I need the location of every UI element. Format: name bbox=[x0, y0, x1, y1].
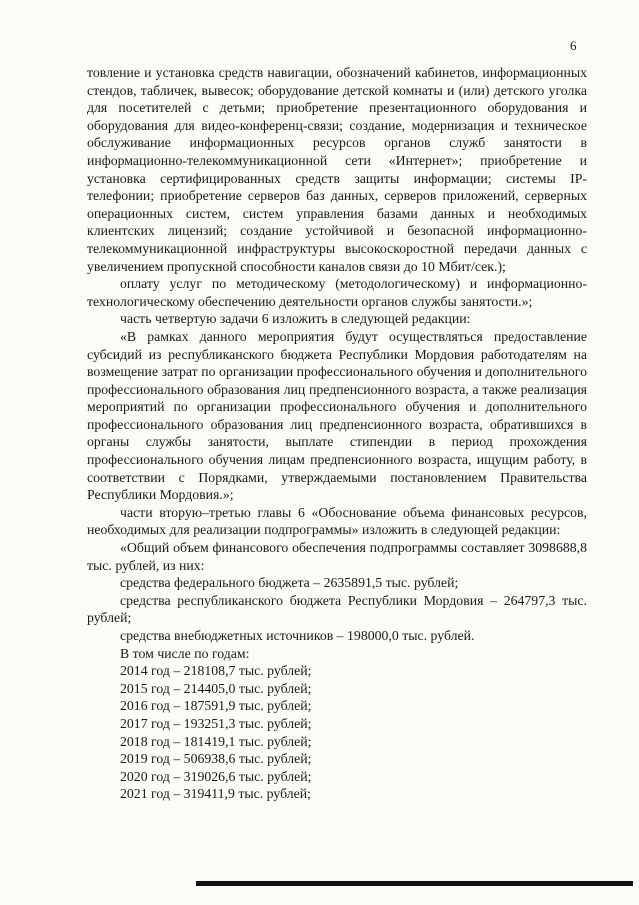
year-funding-item: 2021 год – 319411,9 тыс. рублей; bbox=[120, 786, 312, 802]
bottom-scan-edge-rule bbox=[196, 881, 633, 886]
year-funding-item: 2014 год – 218108,7 тыс. рублей; bbox=[120, 663, 312, 679]
year-funding-item: 2016 год – 187591,9 тыс. рублей; bbox=[120, 698, 312, 714]
year-funding-item: 2020 год – 319026,6 тыс. рублей; bbox=[120, 768, 312, 784]
paragraph-chapter6-instruction: части вторую–третью главы 6 «Обоснование объема финансовых ресурсов, необходимых для реализации подпрограммы» изложить в следующей редакции: bbox=[87, 504, 587, 538]
paragraph-extrabudgetary: средства внебюджетных источников – 198000,0 тыс. рублей. bbox=[120, 628, 475, 643]
paragraph-task6-text: «В рамках данного мероприятия будут осуществляться предоставление субсидий из республиканского бюджета Республики Мордовия работодателям на возмещение затрат по организации профессионального обучения и дополнительного профессионального образования лиц предпенсионного возраста, а также реализация мероприятий по организации профессионального обучения и дополнительного профессионального образования лиц предпенсионного возраста, обратившихся в органы службы занятости, выплате стипендии в период прохождения профессионального обучения лицам предпенсионного возраста, ищущим работу, в соответствии с Порядками, утверждаемыми постановлением Правительства Республики Мордовия.»; bbox=[87, 328, 587, 503]
paragraph-federal-budget: средства федерального бюджета – 2635891,5 тыс. рублей; bbox=[120, 575, 459, 591]
paragraph-methodical-services: оплату услуг по методическому (методологическому) и информационно-технологическому обеспечению деятельности органов службы занятости.»; bbox=[87, 276, 587, 309]
year-funding-item: 2017 год – 193251,3 тыс. рублей; bbox=[120, 715, 312, 731]
paragraph-task6-instruction: часть четвертую задачи 6 изложить в следующей редакции: bbox=[120, 311, 471, 327]
paragraph-by-years-heading: В том числе по годам: bbox=[120, 645, 250, 661]
year-funding-item: 2019 год – 506938,6 тыс. рублей; bbox=[120, 751, 312, 767]
document-body bbox=[87, 64, 587, 803]
paragraph-equipment-list: товление и установка средств навигации, обозначений кабинетов, информационных стендов, табличек, вывесок; оборудование детской комнаты и (или) детского уголка для посетителей с детьми; приобретение презентационного оборудования и оборудования для видео-конференц-связи; создание, модернизация и техническое обслуживание информационных ресурсов органов служб занятости в информационно-телекоммуникационной сети «Интернет»; приобретение и установка сертифицированных средств защиты информации; системы IP-телефонии; приобретение серверов баз данных, серверов приложений, серверных операционных систем, систем управления базами данных и необходимых клиентских лицензий; создание устойчивой и безопасной информационно-телекоммуникационной инфраструктуры высокоскоростной передачи данных с увеличением пропускной способности каналов связи до 10 Мбит/сек.); bbox=[87, 65, 587, 274]
year-funding-item: 2015 год – 214405,0 тыс. рублей; bbox=[120, 680, 312, 696]
paragraph-republican-budget: средства республиканского бюджета Республики Мордовия – 264797,3 тыс. рублей; bbox=[87, 592, 587, 626]
paragraph-total-funding: «Общий объем финансового обеспечения подпрограммы составляет 3098688,8 тыс. рублей, из них: bbox=[87, 540, 587, 573]
funding-by-year-list bbox=[87, 662, 587, 803]
page-number: 6 bbox=[570, 38, 577, 53]
year-funding-item: 2018 год – 181419,1 тыс. рублей; bbox=[120, 733, 312, 749]
